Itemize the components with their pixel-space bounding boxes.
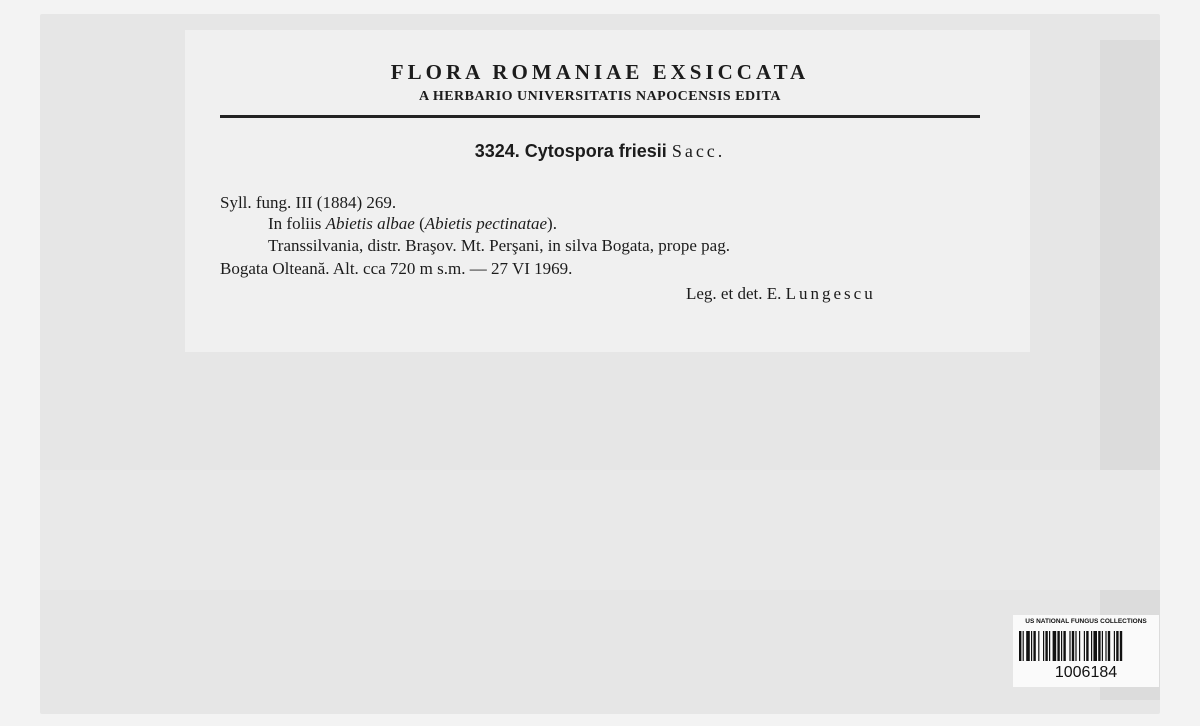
barcode-bar [1105, 631, 1106, 661]
barcode-bar [1072, 631, 1074, 661]
barcode-bar [1098, 631, 1100, 661]
barcode-bar [1069, 631, 1070, 661]
species-name: 3324. Cytospora friesii [474, 141, 667, 161]
collector-prefix: Leg. et det. E. [686, 284, 782, 303]
barcode-bar [1093, 631, 1097, 661]
barcode-bar [1053, 631, 1057, 661]
locality-line-1: Transsilvania, distr. Braşov. Mt. Perşani, in silva Bogata, prope pag. [268, 236, 730, 255]
barcode-bar [1045, 631, 1047, 661]
reference-line: Syll. fung. III (1884) 269. [220, 193, 397, 212]
barcode-bar [1084, 631, 1085, 661]
barcode-image [1019, 631, 1153, 661]
species-heading [220, 141, 980, 162]
locality-line-2: Bogata Olteană. Alt. cca 720 m s.m. — 27 VI 1969. [220, 259, 573, 278]
barcode-bar [1026, 631, 1030, 661]
barcode-bar [1057, 631, 1059, 661]
barcode-bar [1091, 631, 1092, 661]
barcode-bar [1043, 631, 1044, 661]
substrate-syn-close: ). [547, 214, 557, 233]
collection-subtitle: A HERBARIO UNIVERSITATIS NAPOCENSIS EDITA [418, 89, 782, 104]
header-divider [220, 115, 980, 118]
barcode-bar [1075, 631, 1076, 661]
barcode-bar [1114, 631, 1115, 661]
collector-name: Lungescu [785, 284, 876, 303]
envelope-flap [1100, 40, 1160, 700]
barcode-bar [1019, 631, 1021, 661]
collection-title: FLORA ROMANIAE EXSICCATA [390, 60, 810, 84]
barcode-bar [1102, 631, 1103, 661]
barcode-bar [1063, 631, 1065, 661]
substrate-syn-open: ( [419, 214, 425, 233]
barcode-bar [1116, 631, 1118, 661]
barcode-label [1013, 615, 1159, 687]
barcode-bar [1038, 631, 1039, 661]
barcode-institution: US NATIONAL FUNGUS COLLECTIONS [1025, 618, 1147, 625]
barcode-bar [1031, 631, 1032, 661]
barcode-bar [1086, 631, 1088, 661]
substrate-synonym: Abietis pectinatae [424, 214, 548, 233]
species-author: Sacc. [671, 141, 726, 161]
barcode-bar [1049, 631, 1050, 661]
collector-line [686, 284, 876, 304]
substrate-host: Abietis albae [325, 214, 415, 233]
barcode-bar [1120, 631, 1122, 661]
substrate-line [268, 214, 557, 234]
barcode-number: 1006184 [1054, 664, 1118, 681]
substrate-prefix: In foliis [268, 214, 322, 233]
barcode-bar [1023, 631, 1024, 661]
barcode-bar [1108, 631, 1110, 661]
envelope-fold-band [40, 470, 1160, 590]
barcode-bar [1079, 631, 1080, 661]
barcode-bar [1061, 631, 1062, 661]
barcode-bar [1033, 631, 1035, 661]
